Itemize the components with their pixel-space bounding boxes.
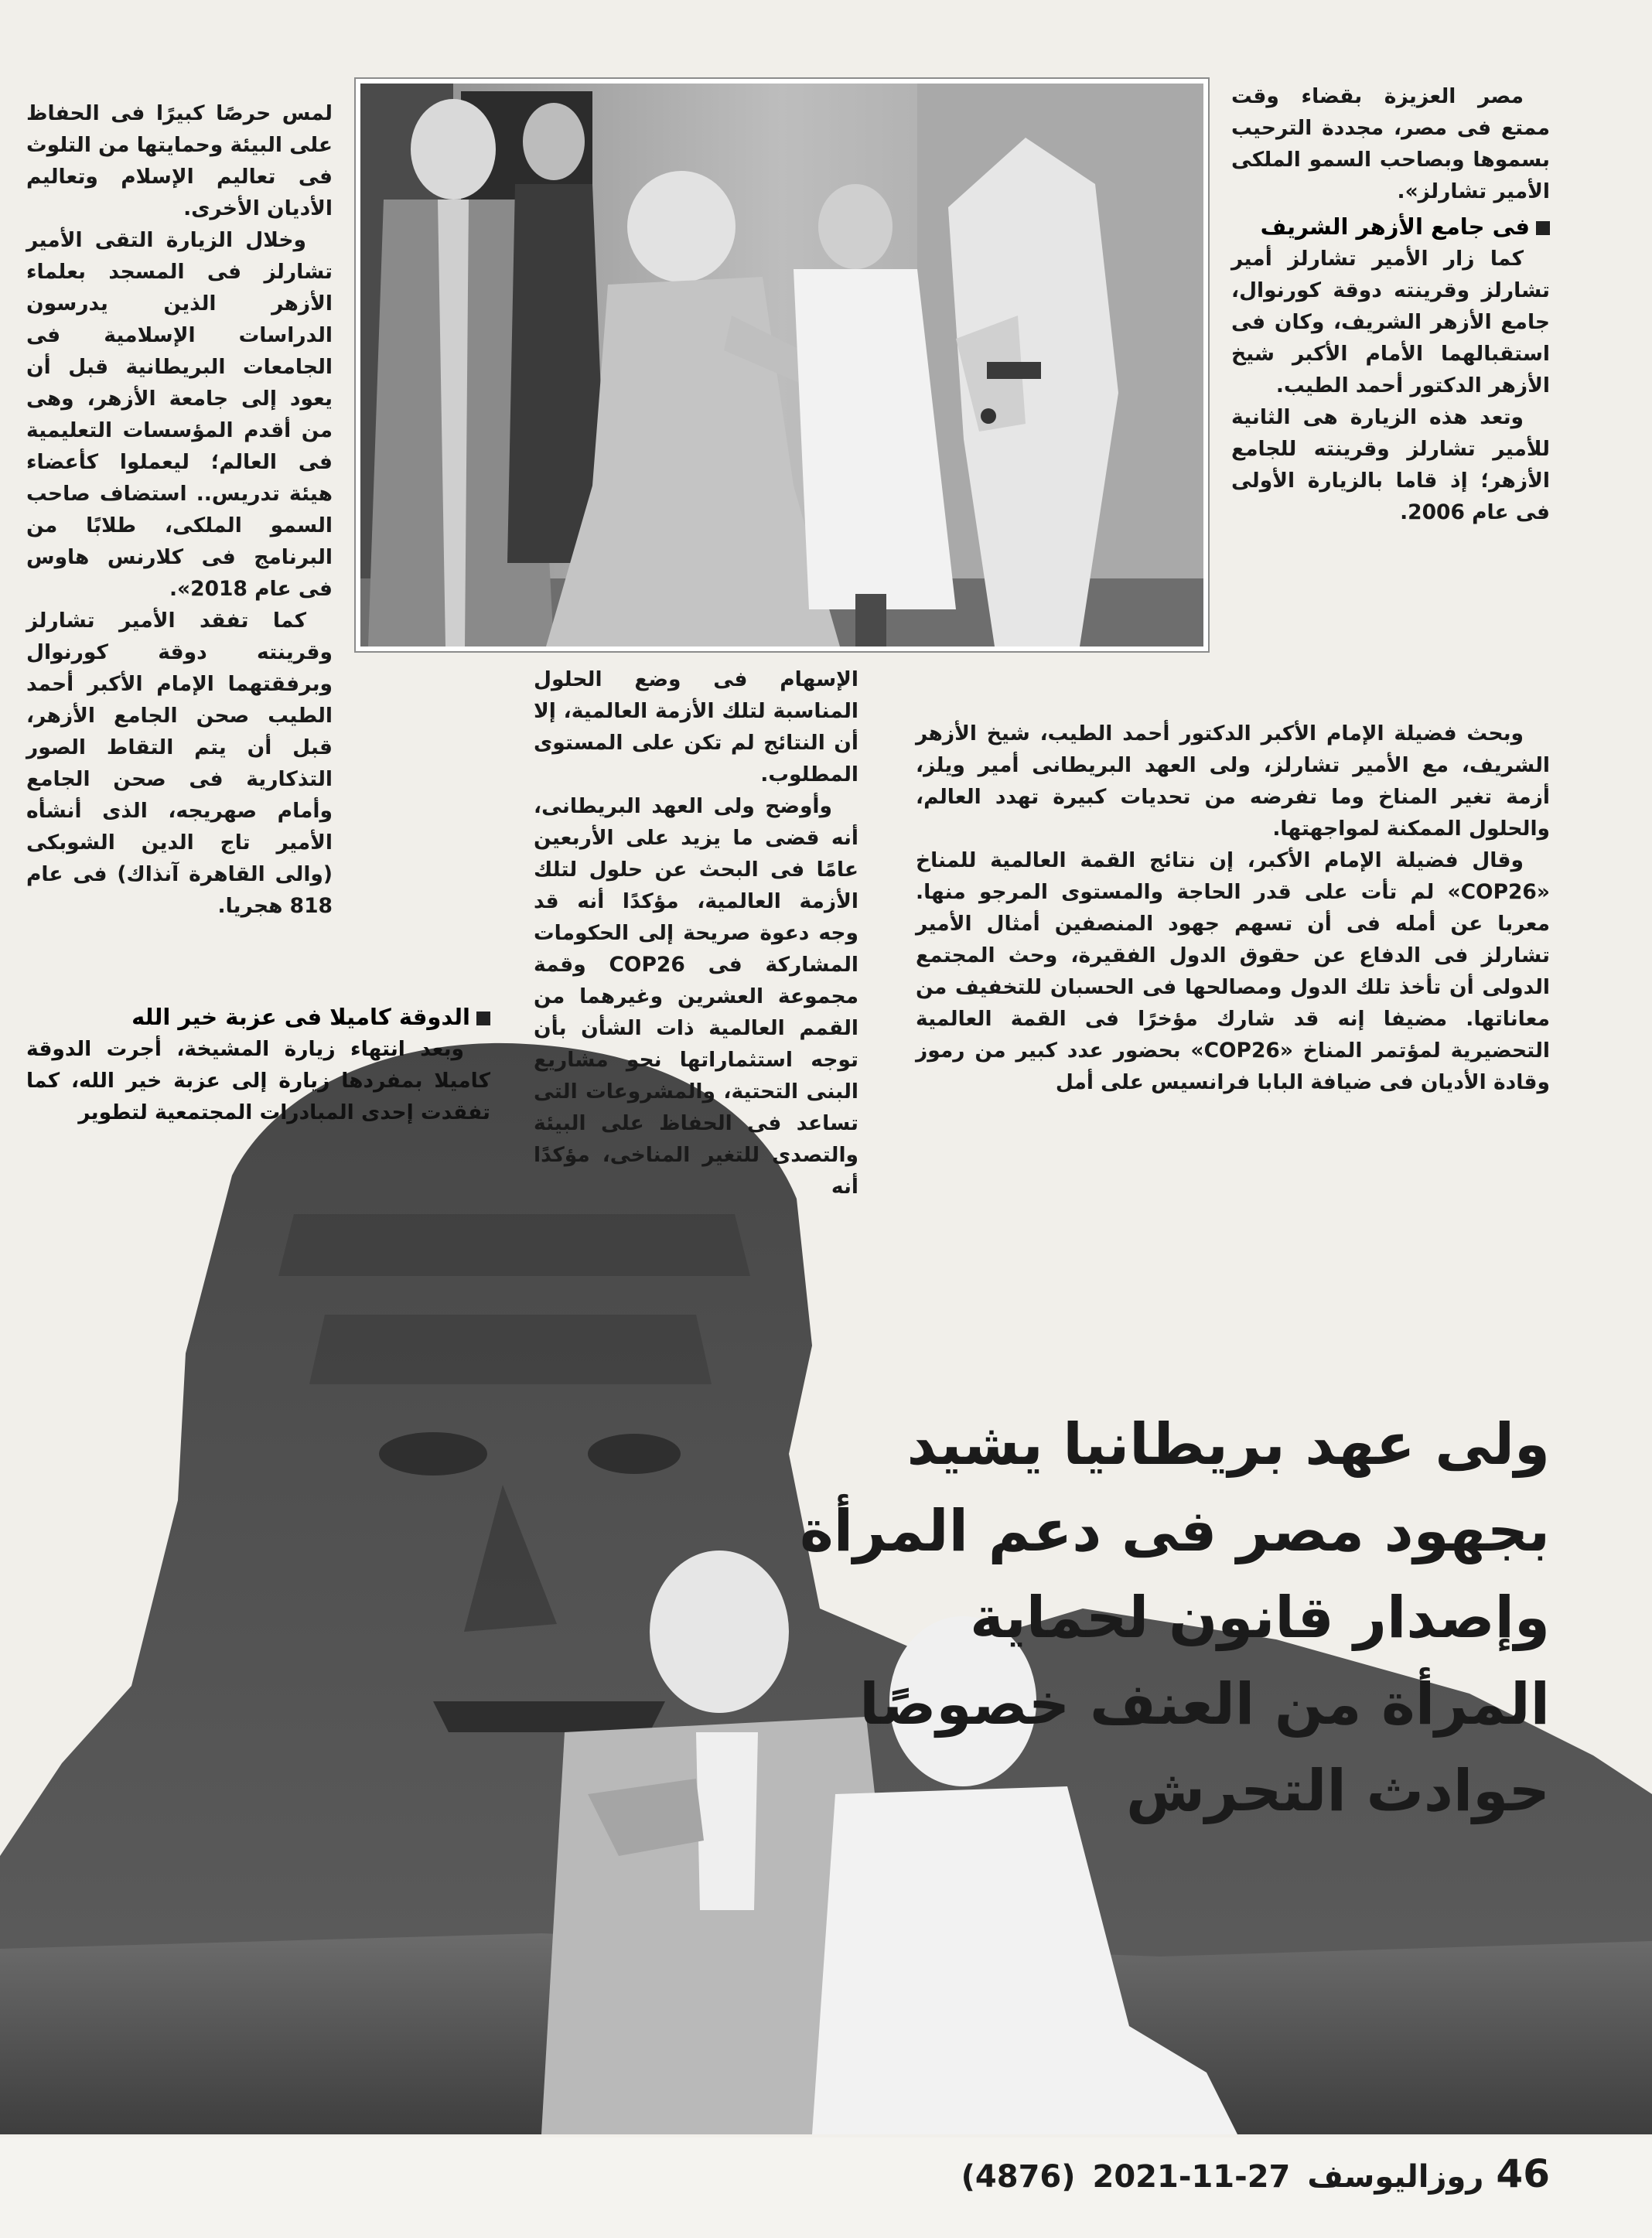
paragraph: مصر العزيزة بقضاء وقت ممتع فى مصر، مجددة الترحيب بسموها وبصاحب السمو الملكى الأمير تشارلز».: [1231, 84, 1550, 203]
paragraph: الإسهام فى وضع الحلول المناسبة لتلك الأزمة العالمية، إلا أن النتائج لم تكن على المستوى المطلوب.: [534, 667, 858, 786]
paragraph: كما زار الأمير تشارلز أمير تشارلز وقرينته دوقة كورنوال، جامع الأزهر الشريف، وكان فى استقبالهما الأمام الأكبر شيخ الأزهر الدكتور أحمد الطيب.: [1231, 247, 1550, 397]
paragraph: وبحث فضيلة الإمام الأكبر الدكتور أحمد الطيب، شيخ الأزهر الشريف، مع الأمير تشارلز، ولى العهد البريطانى أمير ويلز، أزمة تغير المناخ وما تفرضه من تحديات كبيرة تهدد العالم، والحلول الممكنة لمواجهتها.: [916, 722, 1550, 841]
article-column-middle: [534, 664, 858, 1203]
headline-line: ولى عهد بريطانيا يشيد: [906, 1411, 1550, 1478]
paragraph: كما تفقد الأمير تشارلز وقرينته دوقة كورنوال وبرفقتهما الإمام الأكبر أحمد الطيب صحن الجامع الأزهر، قبل أن يتم التقاط الصور التذكارية فى صحن الجامع وأمام صهريجه، الذى أنشأه الأمير تاج الدين الشوبكى (والى القاهرة آنذاك) فى عام 818 هجريا.: [26, 609, 333, 918]
paragraph: وأوضح ولى العهد البريطانى، أنه قضى ما يزيد على الأربعين عامًا فى البحث عن حلول لتلك الأزمة العالمية، مؤكدًا أنه قد وجه دعوة صريحة إلى الحكومات المشاركة فى COP26 وقمة مجموعة العشرين وغيرهما من القمم العالمية ذات الشأن بأن توجه استثماراتها نحو مشاريع البنى التحتية، والمشروعات التى تساعد فى الحفاظ على البيئة والتصدى للتغير المناخى، مؤكدًا أنه: [534, 794, 858, 1199]
article-column-right-top: [1231, 80, 1550, 528]
magazine-name: روزاليوسف: [1307, 2159, 1484, 2195]
paragraph: وقال فضيلة الإمام الأكبر، إن نتائج القمة العالمية للمناخ «COP26» لم تأت على قدر الحاجة والمستوى المرجو منها. معربا عن أمله فى أن تسهم جهود المنصفين أمثال الأمير تشارلز فى الدفاع عن حقوق الدول الفقيرة، وحث المجتمع الدولى أن تأخذ تلك الدول ومصالحها فى الحسبان للتخفيف من معاناتها. مضيفا إنه قد شارك مؤخرًا فى القمة العالمية التحضيرية لمؤتمر المناخ «COP26» بحضور عدد كبير من رموز وقادة الأديان فى ضيافة البابا فرانسيس على أمل: [916, 848, 1550, 1094]
issue-number: (4876): [961, 2159, 1076, 2195]
issue-date: 2021-11-27: [1092, 2159, 1291, 2195]
paragraph: لمس حرصًا كبيرًا فى الحفاظ على البيئة وحمايتها من التلوث فى تعاليم الإسلام وتعاليم الأديان الأخرى.: [26, 101, 333, 220]
subhead-text: فى جامع الأزهر الشريف: [1260, 213, 1530, 240]
headline-line: بجهود مصر فى دعم المرأة: [800, 1498, 1550, 1564]
headline-line: حوادث التحرش: [1125, 1758, 1550, 1824]
headline-line: وإصدار قانون لحماية: [970, 1585, 1550, 1651]
article-column-right-middle: [916, 718, 1550, 1098]
section-subhead-azhar: [1231, 210, 1550, 243]
page-footer: [0, 2137, 1652, 2238]
bullet-square-icon: [1536, 221, 1550, 235]
bullet-square-icon: [476, 1012, 490, 1025]
article-column-left-bottom: [26, 998, 490, 1128]
subhead-text: الدوقة كاميلا فى عزبة خير الله: [131, 1004, 470, 1030]
article-column-left-top: [26, 97, 333, 922]
photo-duchess-with-horse-image: [360, 84, 1203, 646]
footer-folio: [944, 2151, 1550, 2196]
photo-duchess-with-horse: [356, 79, 1208, 651]
paragraph: وبعد انتهاء زيارة المشيخة، أجرت الدوقة كاميلا بمفردها زيارة إلى عزبة خير الله، كما تفقدت إحدى المبادرات المجتمعية لتطوير: [26, 1037, 490, 1124]
headline-line: المرأة من العنف خصوصًا: [859, 1671, 1550, 1738]
article-headline: [738, 1401, 1550, 1834]
page-number: 46: [1496, 2151, 1550, 2196]
paragraph: وتعد هذه الزيارة هى الثانية للأمير تشارلز وقرينته للجامع الأزهر؛ إذ قاما بالزيارة الأولى فى عام 2006.: [1231, 405, 1550, 524]
section-subhead-camilla: [26, 1001, 490, 1033]
paragraph: وخلال الزيارة التقى الأمير تشارلز فى المسجد بعلماء الأزهر الذين يدرسون الدراسات الإسلامية فى الجامعات البريطانية قبل أن يعود إلى جامعة الأزهر، وهى من أقدم المؤسسات التعليمية فى العالم؛ ليعملوا كأعضاء هيئة تدريس.. استضاف صاحب السمو الملكى، طلابًا من البرنامج فى كلارنس هاوس فى عام 2018».: [26, 228, 333, 601]
